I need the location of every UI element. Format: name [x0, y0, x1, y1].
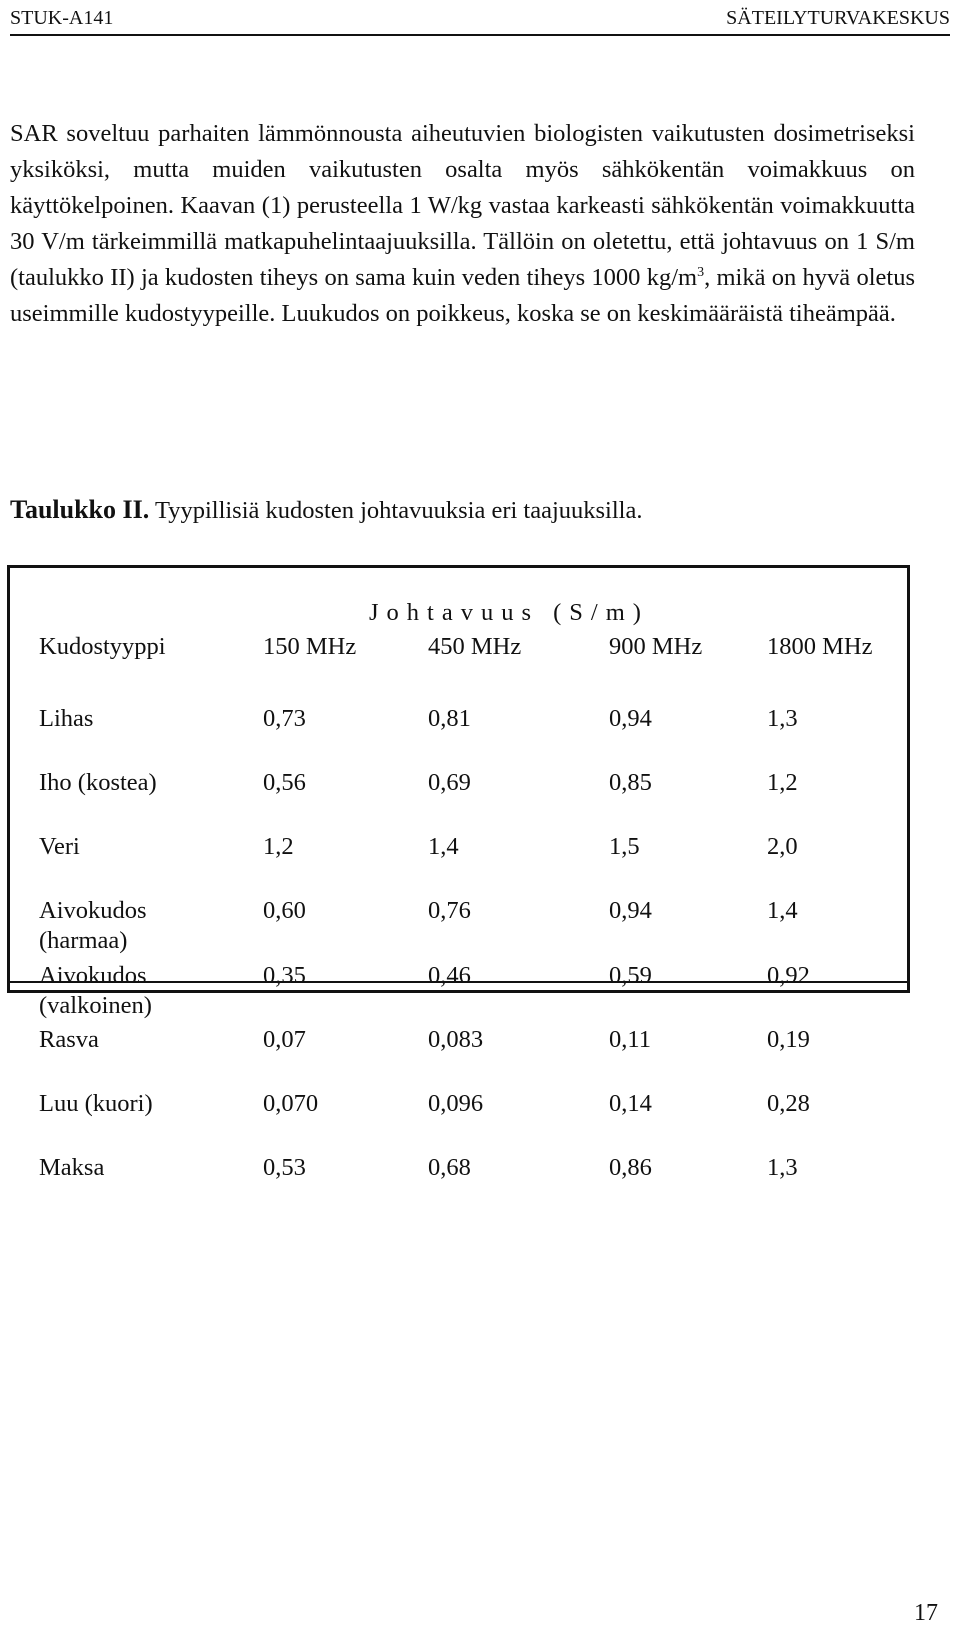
tissue-name-line: Rasva [39, 1026, 99, 1053]
conductivity-value: 0,28 [767, 1090, 810, 1117]
conductivity-value: 0,81 [428, 705, 471, 732]
tissue-name-line: Veri [39, 833, 80, 860]
tissue-name [39, 1089, 153, 1119]
conductivity-value: 0,19 [767, 1026, 810, 1053]
tissue-name [39, 1153, 104, 1183]
column-header: 900 MHz [609, 633, 703, 660]
conductivity-value: 1,3 [767, 1154, 798, 1181]
conductivity-value: 0,07 [263, 1026, 306, 1053]
conductivity-value: 1,4 [767, 897, 798, 924]
tissue-name [39, 896, 147, 956]
conductivity-value: 0,096 [428, 1090, 484, 1117]
conductivity-value: 0,56 [263, 769, 306, 796]
conductivity-value: 0,59 [609, 962, 652, 989]
column-header: Kudostyyppi [39, 633, 166, 660]
conductivity-value: 0,11 [609, 1026, 651, 1053]
caption-text: Tyypillisiä kudosten johtavuuksia eri taajuuksilla. [149, 497, 643, 524]
caption-label: Taulukko II. [10, 495, 150, 524]
tissue-name-line: Aivokudos [39, 897, 147, 924]
conductivity-value: 0,070 [263, 1090, 319, 1117]
conductivity-table [7, 565, 910, 1181]
table-caption [10, 493, 642, 528]
tissue-name-line: Iho (kostea) [39, 769, 157, 796]
tissue-name-line: Aivokudos [39, 962, 147, 989]
conductivity-value: 0,76 [428, 897, 471, 924]
column-header: 150 MHz [263, 633, 357, 660]
page-header [10, 4, 950, 36]
conductivity-value: 1,4 [428, 833, 459, 860]
conductivity-value: 0,68 [428, 1154, 471, 1181]
tissue-name [39, 961, 152, 1021]
tissue-name-line: (harmaa) [39, 927, 128, 954]
tissue-name [39, 768, 157, 798]
publisher-name: SÄTEILYTURVAKESKUS [726, 7, 950, 29]
conductivity-value: 0,86 [609, 1154, 652, 1181]
tissue-name-line: Maksa [39, 1154, 105, 1181]
conductivity-value: 0,46 [428, 962, 471, 989]
conductivity-value: 2,0 [767, 833, 798, 860]
conductivity-value: 0,60 [263, 897, 306, 924]
tissue-name-line: Lihas [39, 705, 94, 732]
conductivity-value: 0,083 [428, 1026, 484, 1053]
conductivity-value: 1,2 [767, 769, 798, 796]
conductivity-value: 1,3 [767, 705, 798, 732]
conductivity-value: 0,35 [263, 962, 306, 989]
tissue-name [39, 832, 80, 862]
conductivity-value: 0,94 [609, 705, 652, 732]
conductivity-value: 0,69 [428, 769, 471, 796]
tissue-name [39, 1025, 99, 1055]
conductivity-value: 0,53 [263, 1154, 306, 1181]
tissue-name [39, 704, 93, 734]
body-paragraph [10, 116, 915, 332]
conductivity-value: 0,73 [263, 705, 306, 732]
conductivity-value: 1,2 [263, 833, 294, 860]
column-header: 1800 MHz [767, 633, 873, 660]
conductivity-value: 0,92 [767, 962, 810, 989]
paragraph-text: SAR soveltuu parhaiten lämmönnousta aiheutuvien biologisten vaikutusten dosimetriseksi yksiköksi, mutta muiden vaikutusten osalta myös sähkökentän voimakkuus on käyttökelpoinen. Kaavan (1) perusteella 1 W/kg vastaa karkeasti sähkökentän voimakkuutta 30 V/m tärkeimmillä matkapuhelintaajuuksilla. Tällöin on oletettu, että johtavuus on 1 S/m (taulukko II) ja kudosten tiheys on sama kuin veden tiheys 1000 kg/m [10, 120, 915, 291]
unit-header: Johtavuus (S/m) [369, 599, 649, 626]
tissue-name-line: (valkoinen) [39, 992, 152, 1019]
conductivity-value: 1,5 [609, 833, 640, 860]
column-header: 450 MHz [428, 633, 522, 660]
conductivity-value: 0,94 [609, 897, 652, 924]
conductivity-value: 0,85 [609, 769, 652, 796]
table-bottom-rule [10, 981, 907, 983]
superscript: 3 [697, 264, 705, 280]
tissue-name-line: Luu (kuori) [39, 1090, 153, 1117]
page-number: 17 [914, 1600, 938, 1626]
conductivity-value: 0,14 [609, 1090, 652, 1117]
report-id: STUK-A141 [10, 7, 114, 29]
paragraph-text-end: , mikä on hyvä oletus useimmille kudostyypeille. Luukudos on poikkeus, koska se on keskimääräistä tiheämpää. [10, 264, 915, 327]
